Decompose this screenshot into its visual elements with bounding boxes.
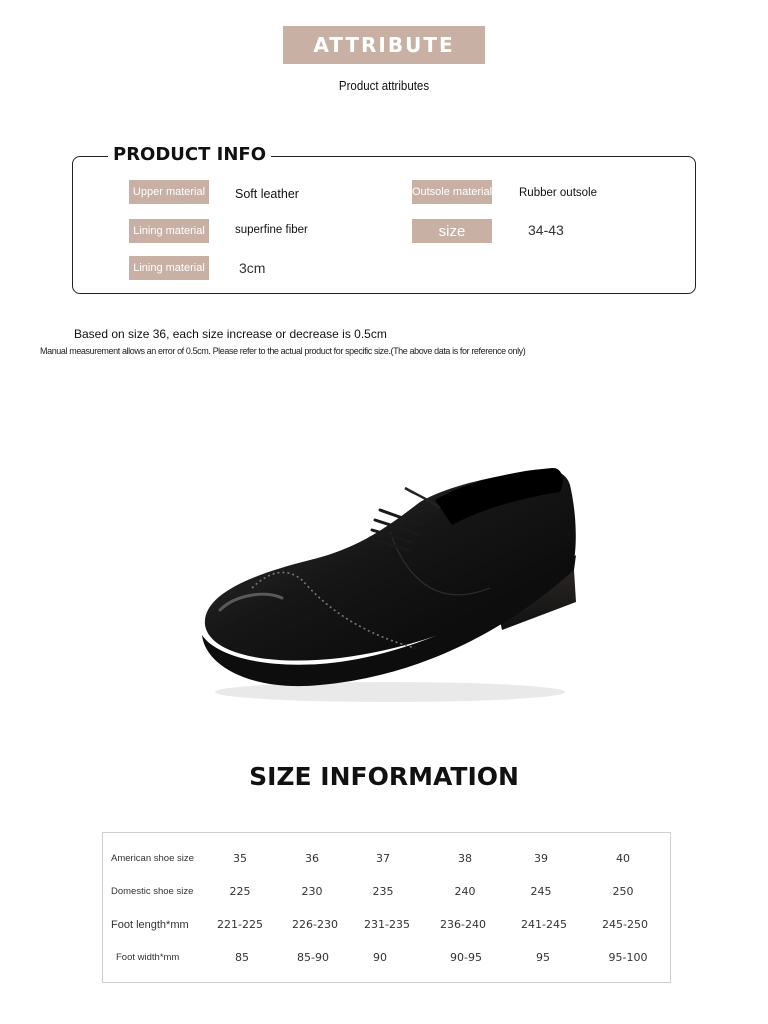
size-table — [102, 832, 671, 983]
size-row-label: American shoe size — [111, 853, 194, 864]
attribute-banner-text: ATTRIBUTE — [313, 33, 455, 57]
tag-size: size — [412, 219, 492, 243]
size-cell: 36 — [305, 852, 319, 865]
size-cell: 235 — [372, 885, 394, 898]
size-cell: 221-225 — [217, 918, 263, 931]
size-cell: 85 — [235, 951, 249, 964]
size-row-label: Foot length*mm — [111, 919, 189, 931]
size-note: Based on size 36, each size increase or decrease is 0.5cm — [74, 327, 387, 341]
tag-lining-material-2: Lining material — [129, 256, 209, 280]
product-info-box — [72, 156, 696, 294]
value-upper-material: Soft leather — [235, 187, 299, 201]
size-cell: 230 — [301, 885, 323, 898]
size-cell: 40 — [616, 852, 630, 865]
size-cell: 225 — [229, 885, 251, 898]
size-cell: 245 — [530, 885, 552, 898]
size-cell: 38 — [458, 852, 472, 865]
size-cell: 37 — [376, 852, 390, 865]
tag-lining-material: Lining material — [129, 219, 209, 243]
value-heel-height: 3cm — [239, 260, 266, 276]
tag-outsole-material: Outsole material — [412, 180, 492, 204]
measurement-note: Manual measurement allows an error of 0.5cm. Please refer to the actual product for specific size.(The above data is for reference only) — [40, 346, 526, 356]
size-row-label: Domestic shoe size — [111, 886, 194, 897]
size-cell: 35 — [233, 852, 247, 865]
attribute-banner — [283, 26, 485, 64]
tag-upper-material: Upper material — [129, 180, 209, 204]
size-cell: 241-245 — [521, 918, 567, 931]
size-cell: 250 — [612, 885, 634, 898]
value-outsole-material: Rubber outsole — [519, 187, 597, 199]
shoe-image — [190, 430, 590, 720]
value-lining-material: superfine fiber — [235, 224, 308, 236]
size-cell: 85-90 — [297, 951, 329, 964]
size-cell: 245-250 — [602, 918, 648, 931]
size-cell: 240 — [454, 885, 476, 898]
size-cell: 90 — [373, 951, 387, 964]
size-cell: 95 — [536, 951, 550, 964]
size-cell: 95-100 — [608, 951, 648, 964]
size-cell: 39 — [534, 852, 548, 865]
size-cell: 90-95 — [450, 951, 482, 964]
size-cell: 236-240 — [440, 918, 486, 931]
size-row-label: Foot width*mm — [116, 952, 180, 963]
attribute-subtitle: Product attributes — [338, 79, 430, 93]
size-info-title: SIZE INFORMATION — [249, 762, 519, 791]
product-info-title: PRODUCT INFO — [108, 144, 271, 165]
value-size: 34-43 — [528, 222, 564, 238]
size-cell: 226-230 — [292, 918, 338, 931]
size-cell: 231-235 — [364, 918, 410, 931]
